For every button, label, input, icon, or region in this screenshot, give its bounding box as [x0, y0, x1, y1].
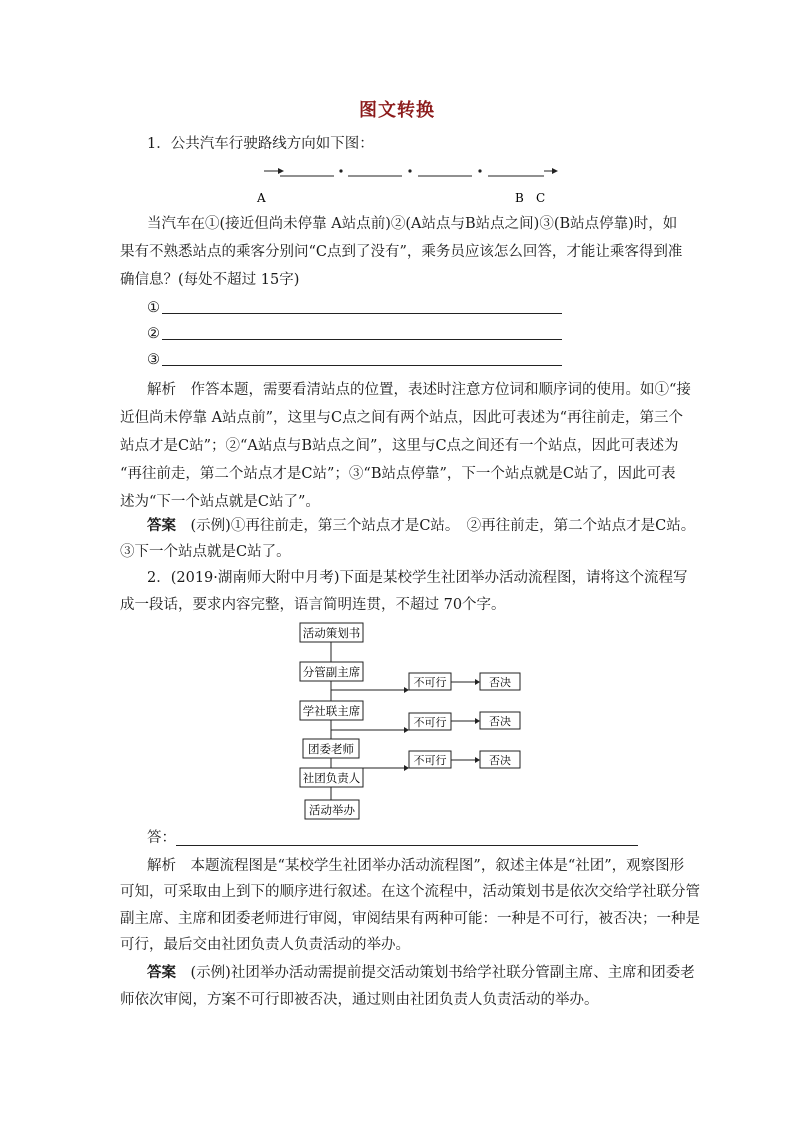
q1-para-line: 果有不熟悉站点的乘客分别问“C点到了没有”，乘务员应该怎么回答，才能让乘客得到准	[120, 244, 683, 260]
q2-analysis-line: 副主席、主席和团委老师进行审阅，审阅结果有两种可能：一种是不可行，被否决；一种是	[120, 911, 700, 927]
flow-branch-label: 不可行	[413, 716, 447, 729]
flowchart	[290, 616, 540, 826]
q1-blank-marker: ②	[147, 326, 160, 342]
flow-reject-label: 否决	[489, 676, 511, 689]
q1-blank-marker: ①	[147, 300, 160, 316]
q1-blank-marker: ③	[147, 352, 160, 368]
q1-answer-blank[interactable]	[162, 365, 562, 366]
q1-answer-blank[interactable]	[162, 313, 562, 314]
flow-reject-label: 否决	[489, 754, 511, 767]
page-title: 图文转换	[359, 100, 435, 121]
flow-box-label: 活动举办	[309, 803, 355, 817]
q1-stem: 1．公共汽车行驶路线方向如下图：	[147, 136, 374, 152]
route-label-b: B	[515, 191, 524, 205]
q1-answer-blank[interactable]	[162, 339, 562, 340]
route-label-c: C	[536, 191, 546, 205]
q1-analysis-line: 解析 作答本题，需要看清站点的位置，表述时注意方位词和顺序词的使用。如①“接	[147, 382, 691, 398]
q1-para-line: 当汽车在①(接近但尚未停靠 A站点前)②(A站点与B站点之间)③(B站点停靠)时，如	[147, 216, 678, 232]
q2-answer-line: 师依次审阅，方案不可行即被否决，通过则由社团负责人负责活动的举办。	[120, 992, 599, 1008]
q1-analysis-line: 站点才是C站”；②“A站点与B站点之间”，这里与C点之间还有一个站点，因此可表述为	[120, 438, 679, 454]
flow-box-label: 团委老师	[308, 742, 354, 756]
flow-box-label: 学社联主席	[302, 704, 361, 718]
q1-answer-line: ③下一个站点就是C站了。	[120, 544, 291, 560]
q2-analysis-line: 解析 本题流程图是“某校学生社团举办活动流程图”，叙述主体是“社团”，观察图形	[147, 858, 685, 874]
q2-answer-line	[147, 963, 695, 983]
q2-stem-line: 2．(2019·湖南师大附中月考)下面是某校学生社团举办活动流程图，请将这个流程写	[147, 570, 688, 586]
flow-box-label: 活动策划书	[302, 626, 361, 640]
q2-analysis-line: 可知，可采取由上到下的顺序进行叙述。在这个流程中，活动策划书是依次交给学社联分管	[120, 884, 700, 900]
q1-analysis-line: “再往前走，第二个站点才是C站”；③“B站点停靠”，下一个站点就是C站了，因此可表	[120, 466, 676, 482]
q2-answer-prompt: 答：	[147, 830, 176, 846]
q1-analysis-line: 述为“下一个站点就是C站了”。	[120, 494, 320, 510]
q2-answer-label: 答案	[147, 964, 176, 981]
q1-analysis-line: 近但尚未停靠 A站点前”，这里与C点之间有两个站点，因此可表述为“再往前走，第三个	[120, 410, 683, 426]
flow-reject-label: 否决	[489, 715, 511, 728]
q2-answer-text: (示例)社团举办活动需提前提交活动策划书给学社联分管副主席、主席和团委老	[190, 965, 695, 981]
q1-para-line: 确信息？(每处不超过 15字)	[120, 272, 300, 288]
q2-answer-blank[interactable]	[176, 845, 638, 846]
route-diagram	[250, 158, 570, 208]
flow-box-label: 社团负责人	[302, 771, 361, 785]
q2-analysis-line: 可行，最后交由社团负责人负责活动的举办。	[120, 937, 410, 953]
q2-stem-line: 成一段话，要求内容完整，语言简明连贯，不超过 70个字。	[120, 597, 506, 613]
flow-branch-label: 不可行	[413, 676, 447, 689]
q1-answer-text: (示例)①再往前走，第三个站点才是C站。 ②再往前走，第二个站点才是C站。	[190, 518, 696, 534]
q1-answer-label: 答案	[147, 517, 176, 534]
route-label-a: A	[257, 191, 266, 205]
flow-box-label: 分管副主席	[302, 665, 361, 679]
q1-answer-line	[147, 516, 695, 536]
flow-branch-label: 不可行	[413, 754, 447, 767]
